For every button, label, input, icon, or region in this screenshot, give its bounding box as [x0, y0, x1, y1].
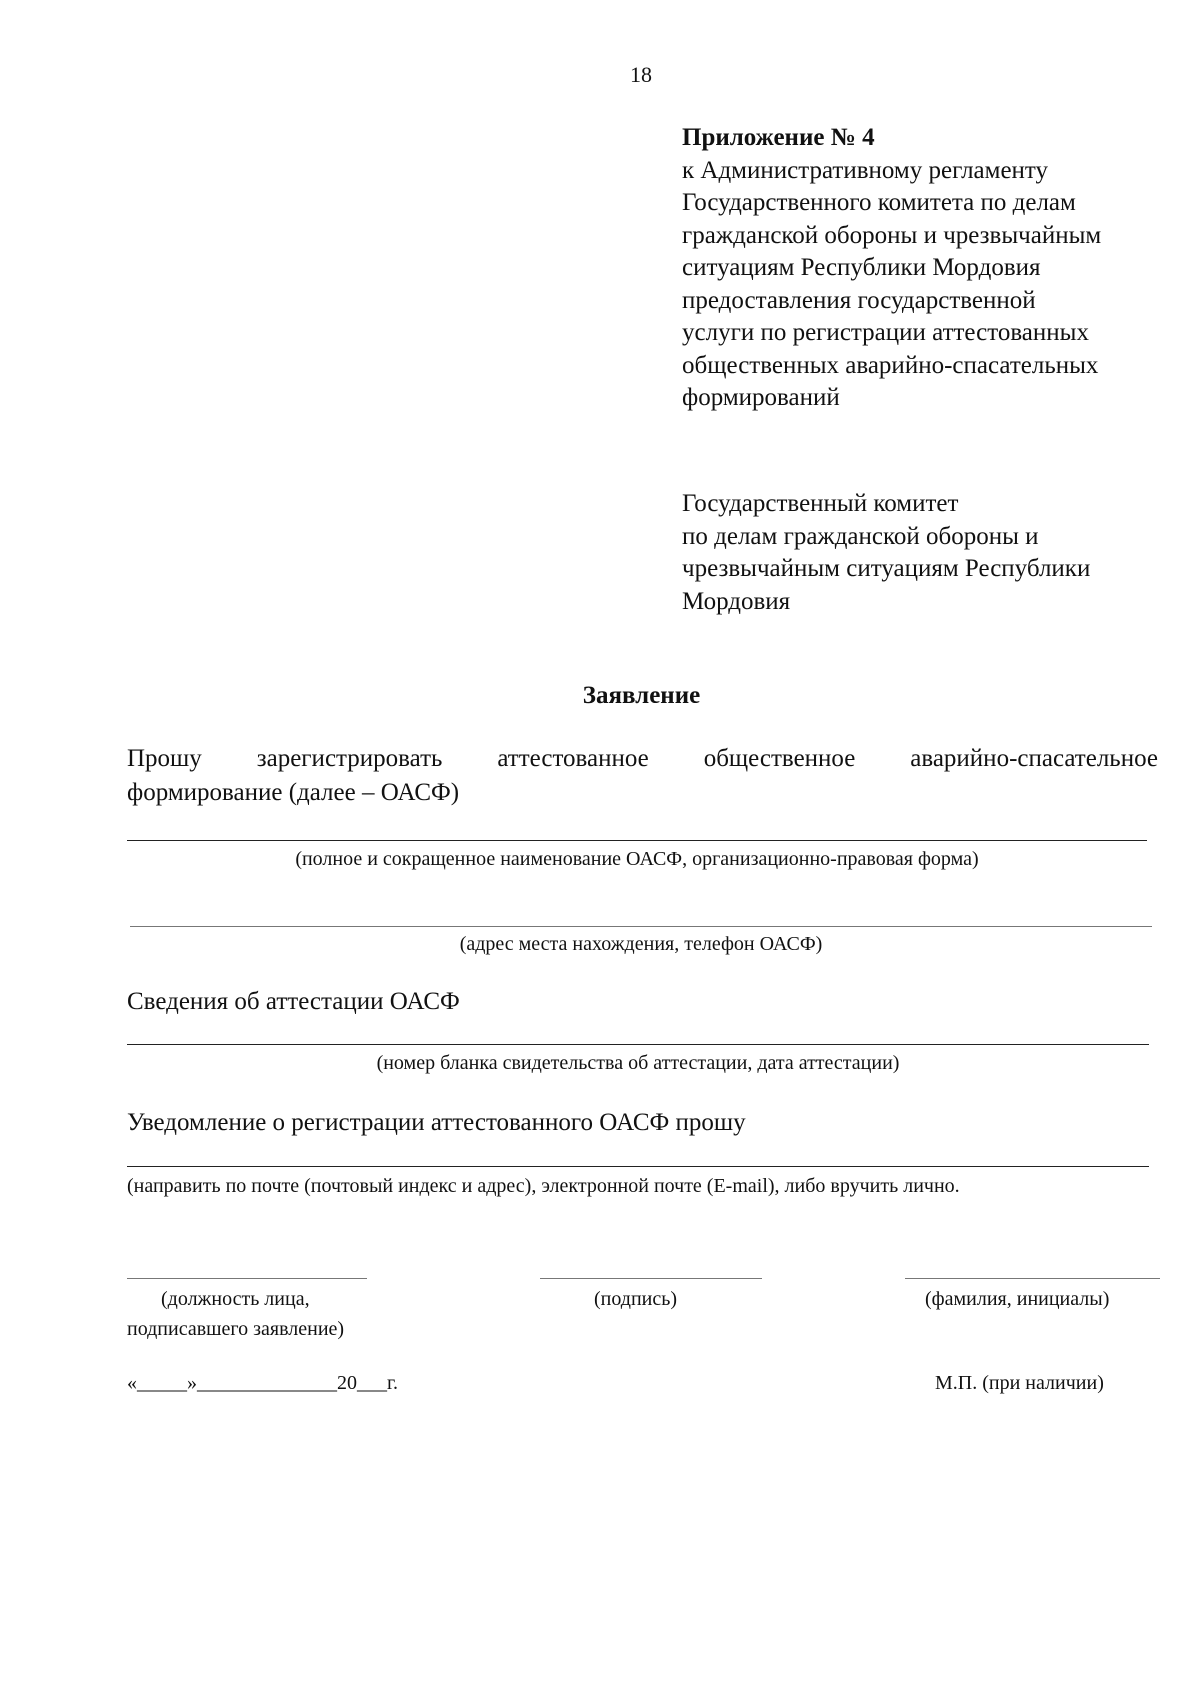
- document-title: Заявление: [582, 682, 701, 709]
- appendix-line: Государственного комитета по делам: [682, 189, 1076, 216]
- addressee-line: по делам гражданской обороны и: [682, 522, 1039, 550]
- position-fill-line: [127, 1278, 367, 1279]
- address-caption: (адрес места нахождения, телефон ОАСФ): [459, 933, 823, 955]
- stamp-note: М.П. (при наличии): [935, 1372, 1104, 1394]
- addressee-block: [682, 488, 1182, 618]
- position-caption: [127, 1284, 344, 1344]
- addressee-line: Государственный комитет: [682, 490, 959, 517]
- appendix-line: формирований: [682, 384, 840, 411]
- attestation-heading: Сведения об аттестации ОАСФ: [127, 988, 460, 1015]
- appendix-title: Приложение № 4: [682, 124, 875, 151]
- appendix-line: ситуациям Республики Мордовия: [682, 254, 1041, 281]
- signature-fill-line: [540, 1278, 762, 1279]
- name-signature-fill-line: [905, 1278, 1160, 1279]
- appendix-line: предоставления государственной: [682, 286, 1036, 314]
- appendix-line: к Административному регламенту: [682, 156, 1049, 184]
- appendix-line: услуги по регистрации аттестованных: [682, 319, 1089, 346]
- page-number: 18: [630, 62, 652, 87]
- request-line: формирование (далее – ОАСФ): [127, 779, 460, 806]
- addressee-line: Мордовия: [682, 587, 791, 615]
- fullname-caption: (фамилия, инициалы): [925, 1288, 1110, 1310]
- request-paragraph: [127, 742, 1158, 810]
- appendix-block: [682, 122, 1182, 415]
- addressee-line: чрезвычайным ситуациям Республики: [682, 555, 1091, 582]
- attestation-fill-line: [127, 1044, 1149, 1045]
- appendix-line: общественных аварийно-спасательных: [682, 351, 1099, 379]
- notification-heading: Уведомление о регистрации аттестованного ОАСФ прошу: [127, 1109, 746, 1136]
- delivery-fill-line: [127, 1166, 1149, 1167]
- request-line: Прошу зарегистрировать аттестованное общественное аварийно-спасательное: [127, 745, 1158, 772]
- position-caption-line: подписавшего заявление): [127, 1318, 345, 1340]
- position-caption-line: (должность лица,: [161, 1288, 310, 1310]
- delivery-caption: (направить по почте (почтовый индекс и адрес), электронной почте (E-mail), либо вручить лично.: [127, 1175, 960, 1197]
- date-line: «_____»______________20___г.: [127, 1372, 398, 1394]
- address-fill-line: [130, 926, 1152, 927]
- name-fill-line: [127, 840, 1147, 841]
- signature-caption: (подпись): [594, 1288, 678, 1310]
- appendix-line: гражданской обороны и чрезвычайным: [682, 221, 1102, 249]
- name-caption: (полное и сокращенное наименование ОАСФ, организационно-правовая форма): [295, 848, 979, 870]
- attestation-caption: (номер бланка свидетельства об аттестации, дата аттестации): [376, 1052, 900, 1074]
